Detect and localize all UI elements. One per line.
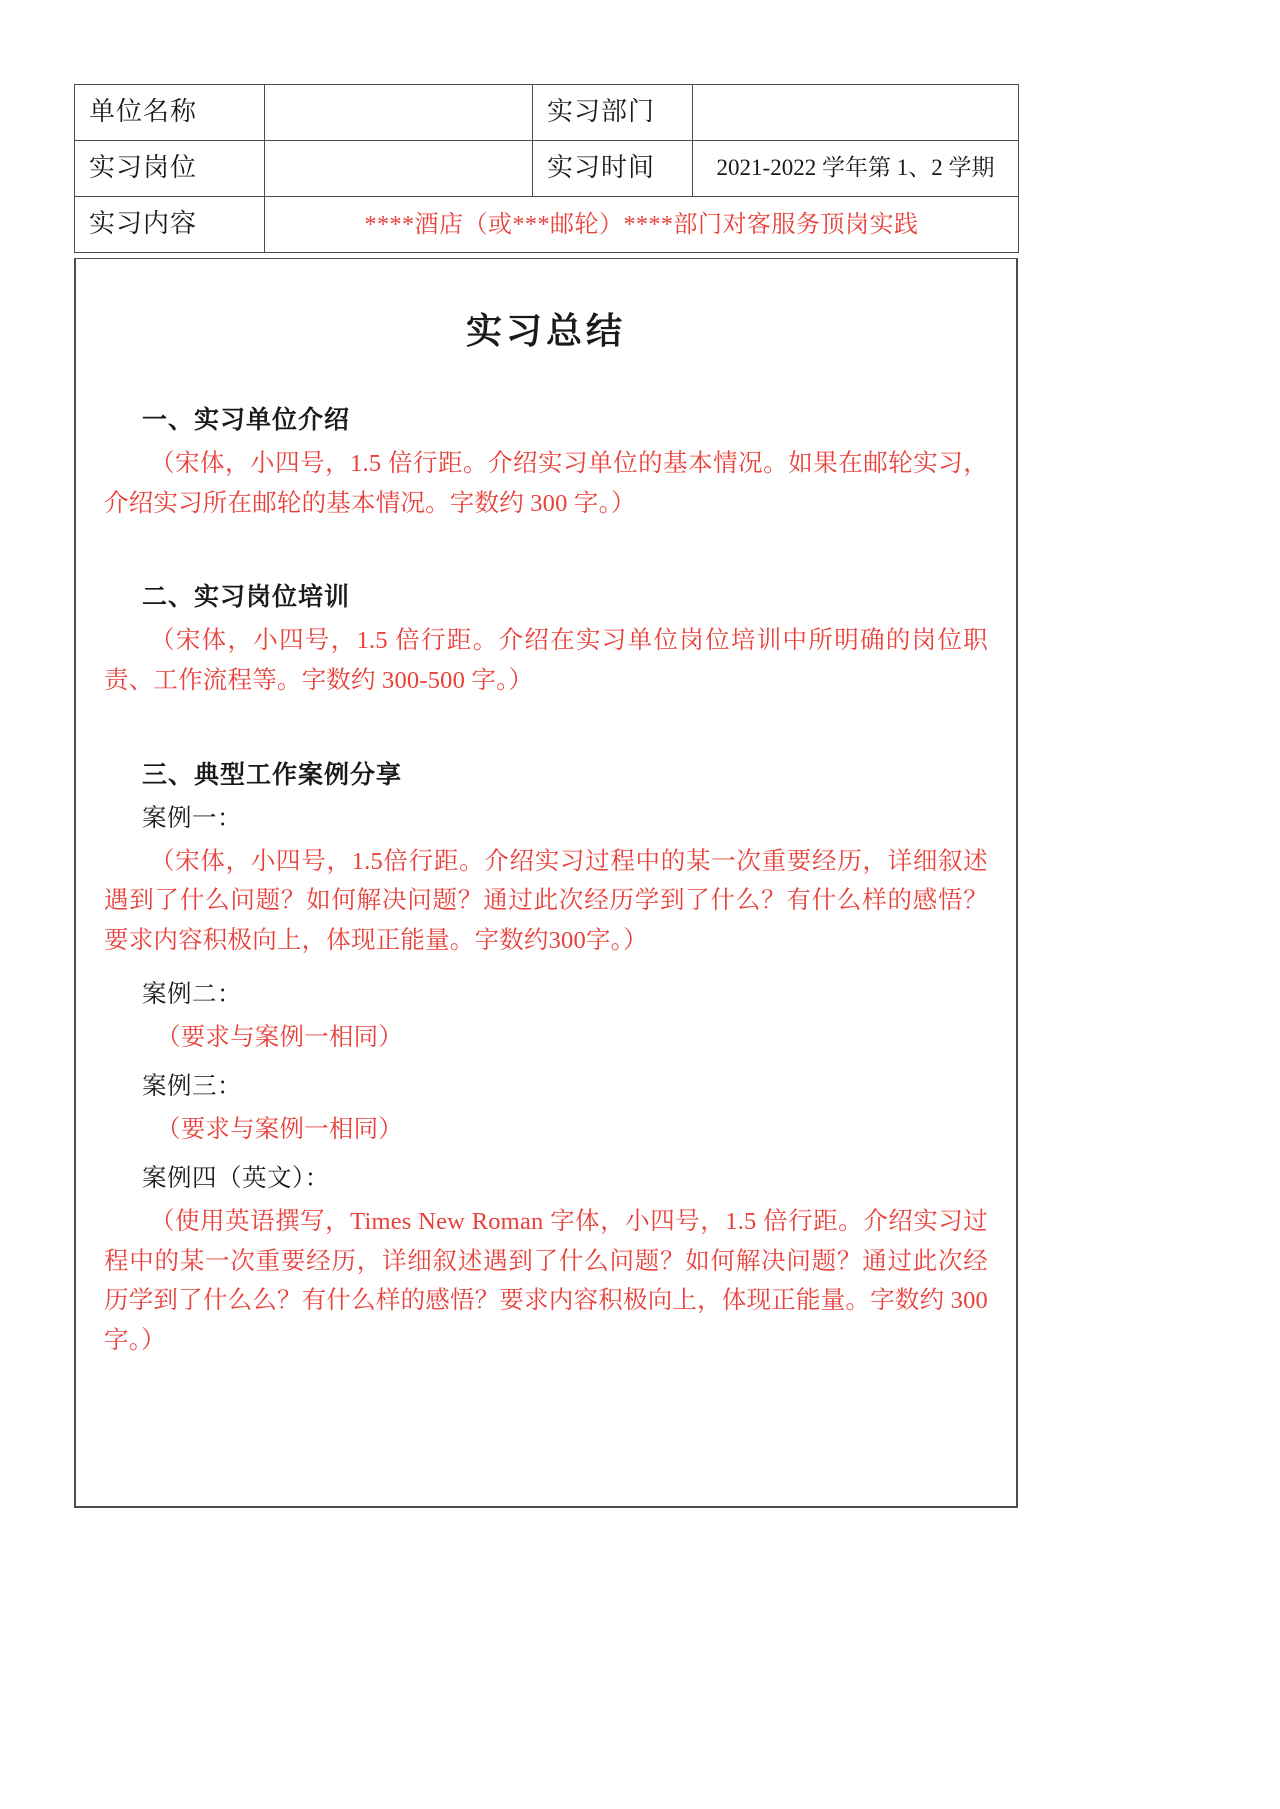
case-label-2: 案例二： — [142, 980, 242, 1008]
internship-position-label: 实习岗位 — [75, 141, 265, 197]
case-note-3: （要求与案例一相同） — [156, 1115, 403, 1143]
case-note-4: （使用英语撰写，Times New Roman 字体，小四号，1.5 倍行距。介绍实习过程中的某一次重要经历，详细叙述遇到了什么问题？如何解决问题？通过此次经历学到了什么么？有什么样的感悟？要求内容积极向上，体现正能量。字数约 300 字。） — [104, 1207, 988, 1354]
table-row — [75, 197, 1019, 253]
internship-position-value[interactable] — [265, 141, 533, 197]
case-note-1: （宋体，小四号，1.5倍行距。介绍实习过程中的某一次重要经历，详细叙述遇到了什么问题？如何解决问题？通过此次经历学到了什么？有什么样的感悟？要求内容积极向上，体现正能量。字数约300字。） — [104, 847, 988, 955]
internship-content-label: 实习内容 — [75, 197, 265, 253]
section-note-1: （宋体，小四号，1.5 倍行距。介绍实习单位的基本情况。如果在邮轮实习，介绍实习所在邮轮的基本情况。字数约 300 字。） — [104, 450, 988, 517]
case-note-2: （要求与案例一相同） — [156, 1023, 403, 1051]
section-heading-1: 一、实习单位介绍 — [142, 406, 351, 434]
table-row — [75, 85, 1019, 141]
internship-time-label: 实习时间 — [533, 141, 693, 197]
page-title: 实习总结 — [465, 310, 626, 351]
section-heading-3: 三、典型工作案例分享 — [142, 760, 403, 789]
case-label-4: 案例四（英文）： — [142, 1164, 330, 1192]
section-heading-2: 二、实习岗位培训 — [142, 583, 351, 612]
internship-department-value[interactable] — [693, 85, 1019, 141]
internship-department-label: 实习部门 — [533, 85, 693, 141]
internship-time-value[interactable]: 2021-2022 学年第 1、2 学期 — [693, 141, 1019, 197]
unit-name-label: 单位名称 — [75, 85, 265, 141]
case-label-3: 案例三： — [142, 1072, 242, 1100]
internship-header-table — [74, 84, 1019, 253]
document-body — [74, 258, 1018, 1508]
section-note-2: （宋体，小四号，1.5 倍行距。介绍在实习单位岗位培训中所明确的岗位职责、工作流程等。字数约 300-500 字。） — [104, 627, 988, 695]
internship-content-value[interactable]: ****酒店（或***邮轮）****部门对客服务顶岗实践 — [265, 197, 1019, 253]
case-label-1: 案例一： — [142, 804, 242, 832]
table-row — [75, 141, 1019, 197]
unit-name-value[interactable] — [265, 85, 533, 141]
